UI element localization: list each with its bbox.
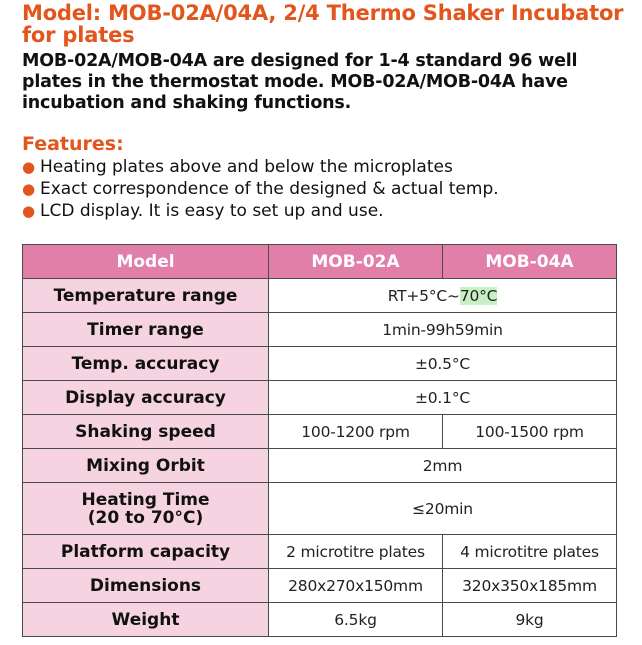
row-label-dimensions: Dimensions [23,569,269,603]
row-label-temperature-range: Temperature range [23,279,269,313]
feature-item [22,156,632,178]
heating-time-label-line2: (20 to 70°C) [87,507,204,528]
dimensions-mob-04a: 320x350x185mm [443,569,617,603]
table-row [23,603,617,637]
product-title: Model: MOB-02A/04A, 2/4 Thermo Shaker Incubator for plates [22,1,624,47]
row-label-display-accuracy: Display accuracy [23,381,269,415]
weight-mob-02a: 6.5kg [269,603,443,637]
table-row [23,347,617,381]
row-label-temp-accuracy: Temp. accuracy [23,347,269,381]
header-mob-02a: MOB-02A [269,245,443,279]
dimensions-mob-02a: 280x270x150mm [269,569,443,603]
row-label-mixing-orbit: Mixing Orbit [23,449,269,483]
row-label-shaking-speed: Shaking speed [23,415,269,449]
temperature-range-prefix: RT+5°C~ [387,286,460,305]
spec-table [22,244,617,637]
features-heading: Features: [22,133,124,155]
table-row [23,449,617,483]
table-row [23,415,617,449]
platform-capacity-mob-02a: 2 microtitre plates [269,535,443,569]
temperature-range-value [269,279,617,313]
temp-accuracy-value: ±0.5°C [269,347,617,381]
row-label-timer-range: Timer range [23,313,269,347]
table-row [23,313,617,347]
table-row [23,569,617,603]
bullet-icon: ● [22,158,36,176]
product-intro: MOB-02A/MOB-04A are designed for 1-4 standard 96 well plates in the thermostat mode. MOB-02A/MOB-04A have incubation and shaking functions. [22,51,578,113]
header-mob-04a: MOB-04A [443,245,617,279]
header-model: Model [23,245,269,279]
heating-time-value: ≤20min [269,483,617,535]
row-label-platform-capacity: Platform capacity [23,535,269,569]
table-row [23,483,617,535]
bullet-icon: ● [22,202,36,220]
row-label-weight: Weight [23,603,269,637]
heating-time-label-line1: Heating Time [81,489,210,510]
temperature-range-highlight: 70°C [459,286,498,305]
feature-item [22,178,632,200]
mixing-orbit-value: 2mm [269,449,617,483]
table-row [23,535,617,569]
shaking-speed-mob-04a: 100-1500 rpm [443,415,617,449]
row-label-heating-time [23,483,269,535]
bullet-icon: ● [22,180,36,198]
feature-text: Heating plates above and below the microplates [40,157,453,177]
timer-range-value: 1min-99h59min [269,313,617,347]
weight-mob-04a: 9kg [443,603,617,637]
feature-text: Exact correspondence of the designed & actual temp. [40,179,499,199]
platform-capacity-mob-04a: 4 microtitre plates [443,535,617,569]
shaking-speed-mob-02a: 100-1200 rpm [269,415,443,449]
display-accuracy-value: ±0.1°C [269,381,617,415]
features-list [22,156,632,222]
feature-item [22,200,632,222]
table-header-row [23,245,617,279]
feature-text: LCD display. It is easy to set up and use. [40,201,384,221]
table-row [23,381,617,415]
table-row [23,279,617,313]
